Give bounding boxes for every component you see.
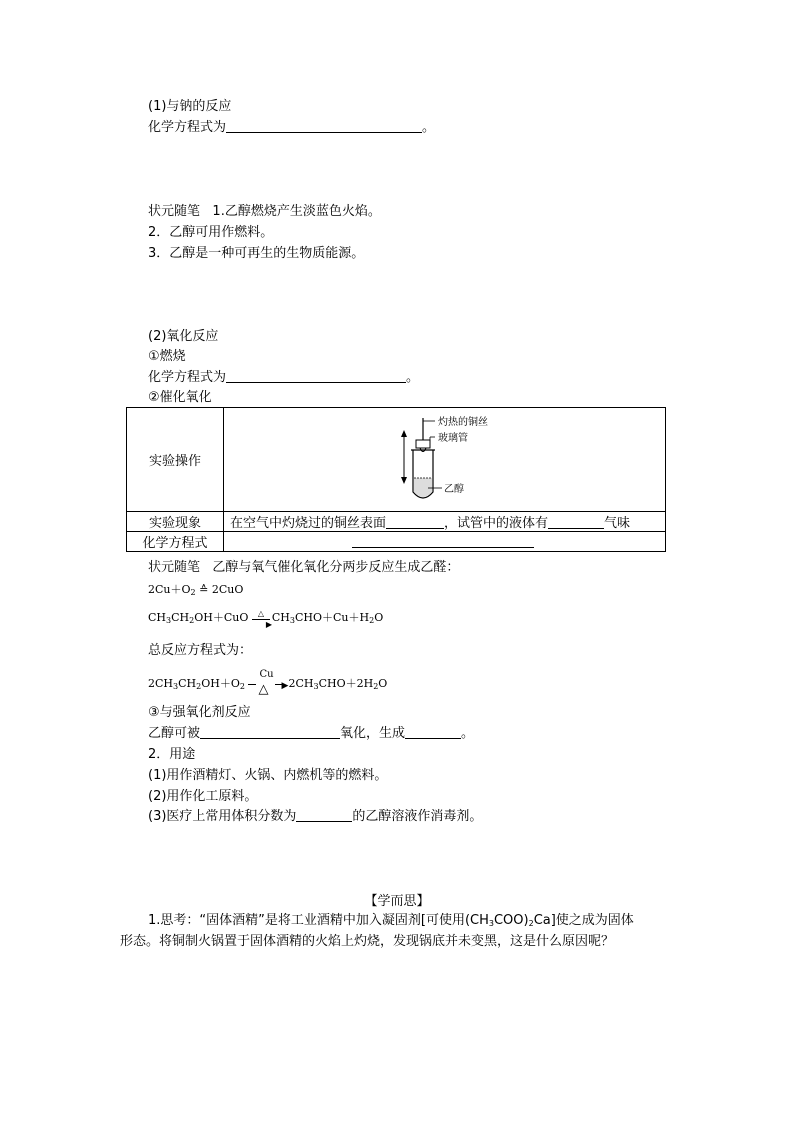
- note2-line: [148, 559, 459, 577]
- phenomenon-text: 气味: [604, 516, 631, 531]
- think-question-line1: 1.思考：“固体酒精”是将工业酒精中加入凝固剂[可使用$(CH_3COO)_2Ca$]使之成为固体: [148, 913, 634, 928]
- use-text: (3)医疗上常用体积分数为: [148, 809, 297, 824]
- answer-blank[interactable]: [386, 515, 444, 529]
- note1-line3: 3．乙醇是一种可再生的生物质能源。: [148, 246, 365, 261]
- use-text: 的乙醇溶液作消毒剂。: [352, 809, 483, 824]
- catalytic-subtitle: ②催化氧化: [148, 390, 212, 405]
- oxidizer-text: 氧化，生成: [340, 726, 406, 741]
- sodium-equation-line: [148, 119, 435, 137]
- row-label-equation: 化学方程式: [127, 532, 224, 552]
- period: 。: [461, 726, 475, 741]
- note-label: 状元随笔: [148, 560, 201, 575]
- think-question-line2: 形态。将铜制火锅置于固体酒精的火焰上灼烧，发现锅底并未变黑，这是什么原因呢？: [120, 934, 615, 949]
- total-equation-label: 总反应方程式为：: [148, 643, 253, 658]
- table-row: [127, 512, 666, 532]
- label-copper-wire: 灼热的铜丝: [438, 416, 488, 428]
- label-glass-tube: 玻璃管: [438, 432, 468, 444]
- table-row: [127, 408, 666, 512]
- answer-blank[interactable]: [352, 534, 534, 548]
- answer-blank[interactable]: [226, 369, 406, 383]
- equation-label: 化学方程式为: [148, 120, 227, 135]
- experiment-table: [126, 407, 666, 552]
- apparatus-cell: [224, 408, 666, 512]
- strong-oxidizer-title: ③与强氧化剂反应: [148, 705, 251, 720]
- note1-line2: 2．乙醇可用作燃料。: [148, 225, 274, 240]
- equation-total: $2CH_3CH_2OH+O_2$ Cu △ ▶ $2CH_3CHO+2H_2O$: [148, 669, 388, 697]
- catalyst-condition: Cu △ ▶: [248, 677, 288, 691]
- row-label-operation: 实验操作: [127, 408, 224, 512]
- equation-copper-oxidation: $2Cu+O_2$ ≙ 2CuO: [148, 583, 244, 597]
- answer-blank[interactable]: [296, 808, 352, 822]
- answer-blank[interactable]: [200, 725, 340, 739]
- equation-label: 化学方程式为: [148, 370, 227, 385]
- note1-line1: [148, 203, 381, 221]
- table-row: [127, 532, 666, 552]
- phenomenon-cell: [224, 512, 666, 532]
- use-item-1: (1)用作酒精灯、火锅、内燃机等的燃料。: [148, 768, 388, 783]
- reaction-arrow: △ ▶: [252, 611, 272, 625]
- period: 。: [406, 370, 420, 385]
- phenomenon-text: ，试管中的液体有: [444, 516, 549, 531]
- label-ethanol: 乙醇: [444, 483, 464, 495]
- section-sodium-title: (1)与钠的反应: [148, 99, 232, 114]
- note-text: 乙醇与氧气催化氧化分两步反应生成乙醛：: [212, 560, 460, 575]
- use-item-2: (2)用作化工原料。: [148, 789, 258, 804]
- equation-ethanol-cuo: $CH_3CH_2OH+CuO$ △ ▶ $CH_3CHO+Cu+H_2O$: [148, 609, 384, 629]
- equation-cell: [224, 532, 666, 552]
- test-tube-diagram: [230, 410, 650, 510]
- use-item-3: [148, 808, 482, 826]
- row-label-phenomenon: 实验现象: [127, 512, 224, 532]
- note-label: 状元随笔: [148, 204, 201, 219]
- answer-blank[interactable]: [548, 515, 604, 529]
- phenomenon-text: 在空气中灼烧过的铜丝表面: [230, 516, 387, 531]
- answer-blank[interactable]: [405, 725, 461, 739]
- answer-blank[interactable]: [226, 119, 422, 133]
- section-oxidation-title: (2)氧化反应: [148, 329, 219, 344]
- oxidizer-text: 乙醇可被: [148, 726, 201, 741]
- burn-subtitle: ①燃烧: [148, 349, 186, 364]
- period: 。: [422, 120, 436, 135]
- strong-oxidizer-line: [148, 725, 474, 743]
- burn-equation-line: [148, 369, 419, 387]
- uses-title: 2．用途: [148, 747, 196, 762]
- note-text: 1.乙醇燃烧产生淡蓝色火焰。: [212, 204, 381, 219]
- think-heading: 【学而思】: [364, 894, 430, 909]
